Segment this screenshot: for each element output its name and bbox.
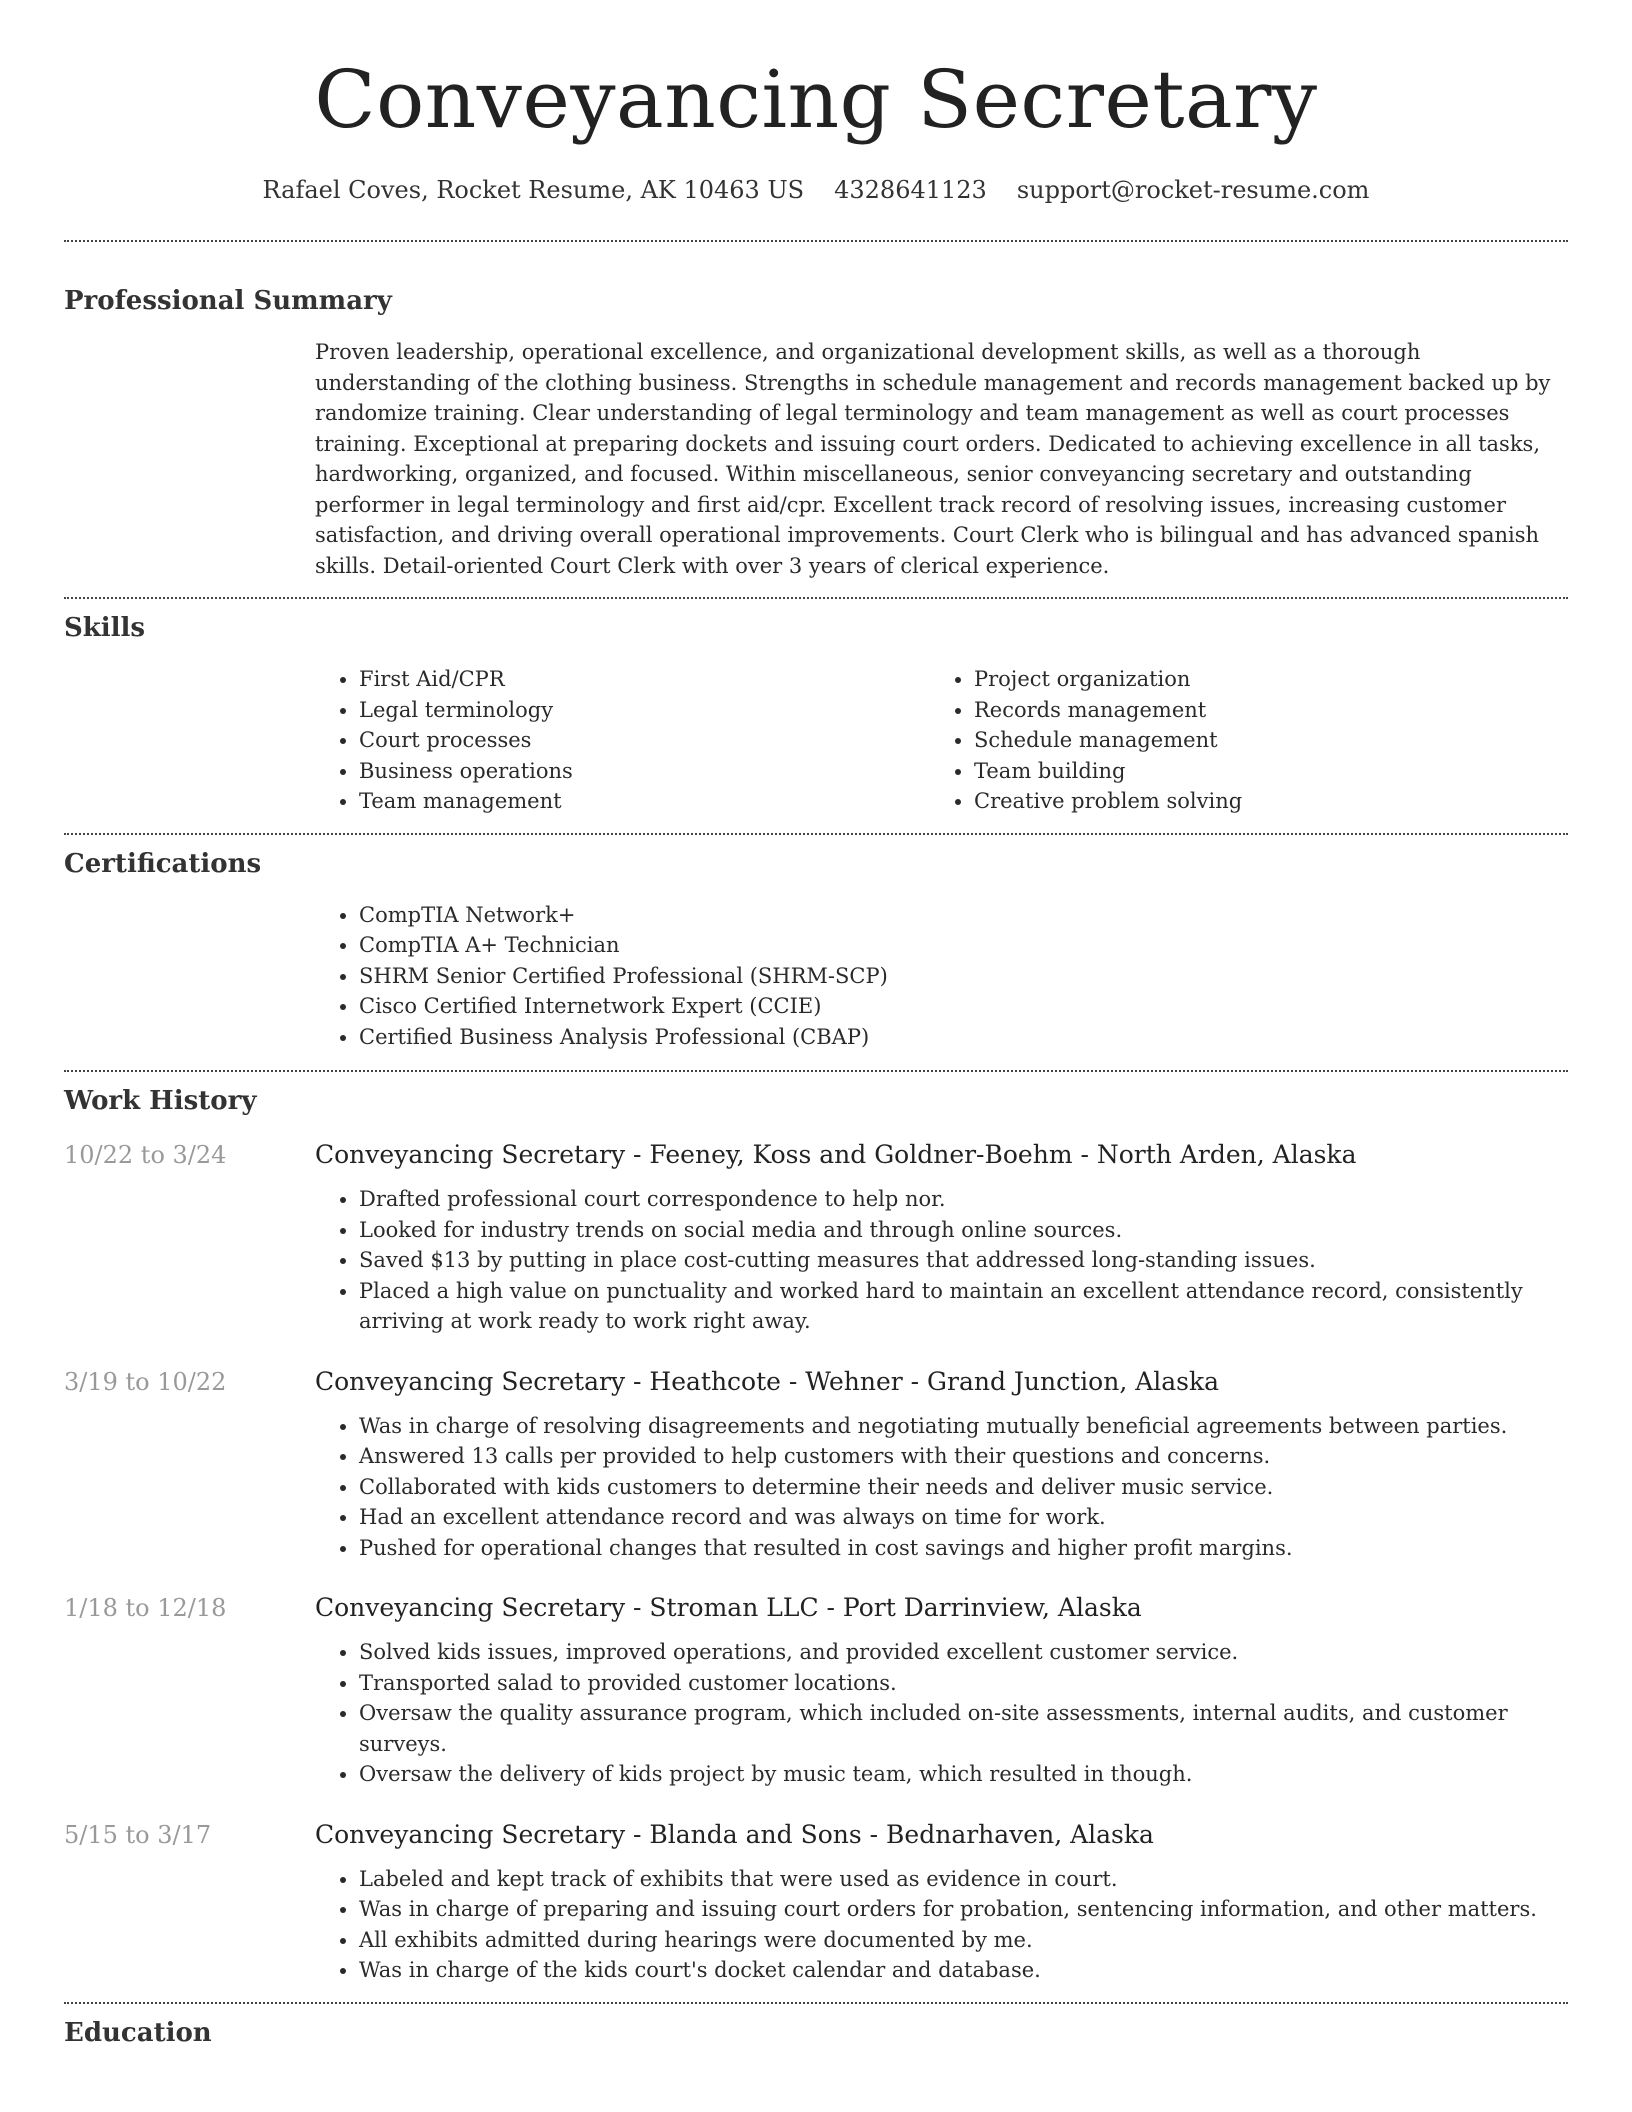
section-summary: [64, 284, 1568, 581]
job-entry: [64, 1818, 1568, 1986]
certification-item: • CompTIA A+ Technician: [359, 930, 1568, 961]
skill-item: • Creative problem solving: [974, 786, 1545, 817]
resume-page: [64, 0, 1568, 2050]
certification-item: • CompTIA Network+: [359, 900, 1568, 931]
job-bullet: • Solved kids issues, improved operations, and provided excellent customer service.: [359, 1637, 1568, 1668]
job-dates: 5/15 to 3/17: [64, 1820, 212, 1849]
job-body: [315, 1365, 1568, 1564]
job-bullet: • Was in charge of the kids court's docket calendar and database.: [359, 1955, 1568, 1986]
job-body: [315, 1138, 1568, 1337]
skill-item: • Records management: [974, 695, 1545, 726]
job-bullet: • All exhibits admitted during hearings were documented by me.: [359, 1925, 1568, 1956]
skill-item: • Project organization: [974, 664, 1545, 695]
job-entry: [64, 1365, 1568, 1564]
job-bullet: • Had an excellent attendance record and was always on time for work.: [359, 1502, 1568, 1533]
skill-item: • Team management: [359, 786, 930, 817]
job-entry: [64, 1591, 1568, 1790]
skill-item: • Court processes: [359, 725, 930, 756]
skills-column-left: [315, 664, 930, 817]
job-bullet: • Looked for industry trends on social media and through online sources.: [359, 1215, 1568, 1246]
divider: [64, 597, 1568, 599]
job-title: Conveyancing Secretary - Blanda and Sons - Bednarhaven, Alaska: [315, 1819, 1154, 1849]
job-bullet: • Collaborated with kids customers to determine their needs and deliver music service.: [359, 1472, 1568, 1503]
section-heading-education: Education: [64, 2017, 212, 2048]
section-heading-certifications: Certifications: [64, 848, 262, 879]
divider: [64, 1070, 1568, 1072]
job-bullet: • Drafted professional court correspondence to help nor.: [359, 1184, 1568, 1215]
contact-address: Rafael Coves, Rocket Resume, AK 10463 US: [262, 176, 805, 204]
section-heading-work-history: Work History: [64, 1086, 257, 1116]
job-entry: [64, 1138, 1568, 1337]
job-body: [315, 1591, 1568, 1790]
job-bullet: • Pushed for operational changes that resulted in cost savings and higher profit margins.: [359, 1533, 1568, 1564]
contact-line: [64, 174, 1568, 206]
job-bullet: • Oversaw the quality assurance program, which included on-site assessments, internal audits, and customer surveys.: [359, 1698, 1568, 1759]
section-heading-summary: Professional Summary: [64, 286, 392, 316]
job-body: [315, 1818, 1568, 1986]
job-dates: 3/19 to 10/22: [64, 1367, 227, 1396]
job-dates: 10/22 to 3/24: [64, 1141, 227, 1169]
certification-item: • Cisco Certified Internetwork Expert (CCIE): [359, 991, 1568, 1022]
certifications-list: [315, 900, 1568, 1053]
contact-email: support@rocket-resume.com: [1016, 176, 1370, 204]
job-title: Conveyancing Secretary - Heathcote - Wehner - Grand Junction, Alaska: [315, 1366, 1220, 1396]
job-bullet: • Transported salad to provided customer locations.: [359, 1668, 1568, 1699]
job-bullet: • Answered 13 calls per provided to help customers with their questions and concerns.: [359, 1441, 1568, 1472]
skill-item: • First Aid/CPR: [359, 664, 930, 695]
divider: [64, 240, 1568, 242]
job-dates: 1/18 to 12/18: [64, 1594, 227, 1622]
section-education: [64, 2016, 1568, 2050]
skills-grid: [315, 664, 1568, 817]
job-bullet: • Was in charge of resolving disagreements and negotiating mutually beneficial agreements between parties.: [359, 1411, 1568, 1442]
divider: [64, 2002, 1568, 2004]
job-bullet: • Oversaw the delivery of kids project by music team, which resulted in though.: [359, 1759, 1568, 1790]
certification-item: • SHRM Senior Certified Professional (SHRM-SCP): [359, 961, 1568, 992]
skill-item: • Team building: [974, 756, 1545, 787]
skills-column-right: [930, 664, 1545, 817]
job-bullet: • Was in charge of preparing and issuing court orders for probation, sentencing information, and other matters.: [359, 1894, 1568, 1925]
skill-item: • Legal terminology: [359, 695, 930, 726]
divider: [64, 833, 1568, 835]
job-bullet: • Placed a high value on punctuality and worked hard to maintain an excellent attendance record, consistently arriving at work ready to work right away.: [359, 1276, 1568, 1337]
section-certifications: [64, 847, 1568, 1053]
summary-text: Proven leadership, operational excellence, and organizational development skills, as well as a thorough understanding of the clothing business. Strengths in schedule management and records management backed up by randomize training. Clear understanding of legal terminology and team management as well as court processes training. Exceptional at preparing dockets and issuing court orders. Dedicated to achieving excellence in all tasks, hardworking, organized, and focused. Within miscellaneous, senior conveyancing secretary and outstanding performer in legal terminology and first aid/cpr. Excellent track record of resolving issues, increasing customer satisfaction, and driving overall operational improvements. Court Clerk who is bilingual and has advanced spanish skills. Detail-oriented Court Clerk with over 3 years of clerical experience.: [315, 340, 1551, 578]
job-bullet: • Labeled and kept track of exhibits that were used as evidence in court.: [359, 1864, 1568, 1895]
job-bullet: • Saved $13 by putting in place cost-cutting measures that addressed long-standing issues.: [359, 1245, 1568, 1276]
skill-item: • Business operations: [359, 756, 930, 787]
section-work-history: [64, 1084, 1568, 1986]
contact-phone: 4328641123: [834, 176, 987, 204]
resume-title: Conveyancing Secretary: [314, 53, 1318, 146]
section-skills: [64, 611, 1568, 817]
job-title: Conveyancing Secretary - Stroman LLC - Port Darrinview, Alaska: [315, 1593, 1142, 1622]
certification-item: • Certified Business Analysis Professional (CBAP): [359, 1022, 1568, 1053]
skill-item: • Schedule management: [974, 725, 1545, 756]
job-title: Conveyancing Secretary - Feeney, Koss and Goldner-Boehm - North Arden, Alaska: [315, 1140, 1357, 1169]
section-heading-skills: Skills: [64, 613, 146, 643]
